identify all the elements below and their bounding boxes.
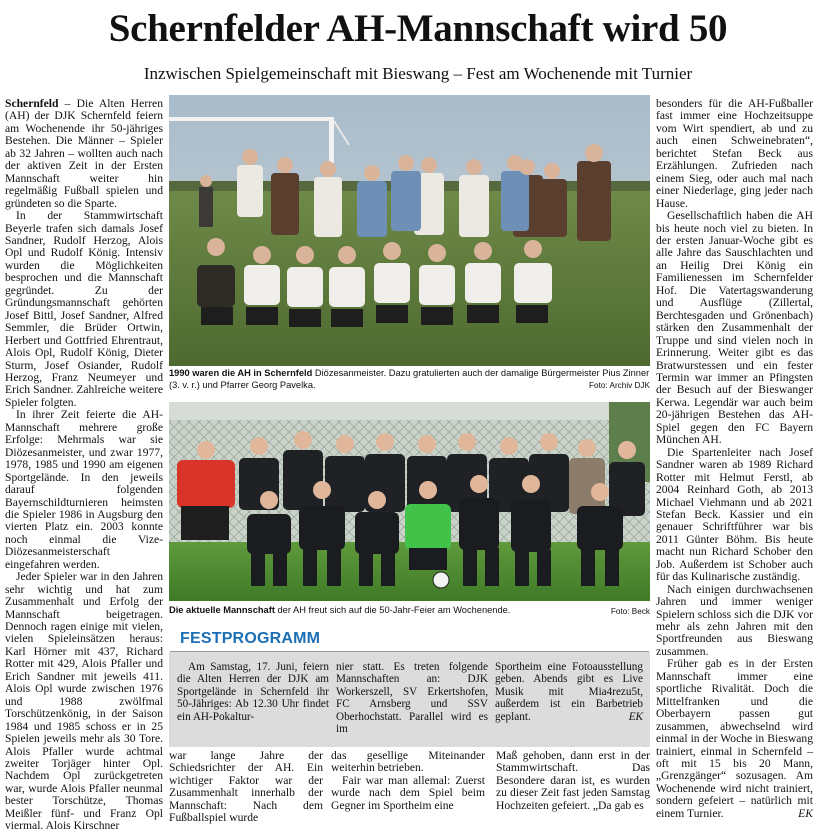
left-paragraph-4: Jeder Spieler war in den Jahren sehr wichtig und hat zum Zusammenhalt und Erfolg der Mannschaft beigetragen. Dennoch ragen einige mit vielen, vielen Spieleinsätzen heraus: Karl Hörner mit 437, Richard Rotter mit 429, Alois Pfaller und Erich Sandner mit jeweils 411. Alois Opl wurde zwischen 1976 und 1988 zwölfmal Torschützenkönig, in der Saison 1984 und 1985 schoss er in 25 Spielen jeweils mehr als 30 Tore. Alois Pfaller wurde achtmal zweiter Torjäger hinter Opl. Nachdem Opl zurückgetreten war, wurde Alois Pfaller neunmal bester Torschütze, Thomas Meißler fünf- und Franz Opl viermal. Alois Kirschner bbox=[5, 570, 163, 833]
photo-2-credit: Foto: Beck bbox=[610, 607, 650, 616]
left-column bbox=[5, 97, 163, 833]
left-paragraph-1: – Die Alten Herren (AH) der DJK Schernfeld feiern am Wochenende ihr 50-jähriges Bestehen. Die Männer – Spieler ab 32 Jahren – wollten auch nach der aktiven Zeit in der Ersten Mannschaft weiter hin regelmäßig Fußball spielen und gründeten so die Sparte. bbox=[5, 97, 163, 210]
festprogramm-text-2: nier statt. Es treten folgende Mannschaften an: DJK Workerszell, SV Erkertshofen, FC Arnsberg und SSV Oberhochstatt. Parallel wird es im bbox=[336, 661, 488, 736]
festprogramm-col-1 bbox=[177, 661, 329, 723]
photo-1990-team bbox=[169, 95, 650, 366]
continuation-text-4: Maß gehoben, dann erst in der Stammwirtschaft. Das Besondere daran ist, es wurden zu dieser Zeit fast jeden Samstag Hochzeiten gefeiert. „Da gab es bbox=[496, 749, 650, 812]
photo-1-caption-bold: 1990 waren die AH in Schernfeld bbox=[169, 368, 313, 378]
continuation-text-3: Fair war man allemal: Zuerst wurde nach dem Spiel beim Gegner im Sportheim eine bbox=[331, 773, 485, 812]
right-paragraph-2: Gesellschaftlich haben die AH bis heute noch viel zu bieten. In der ersten Januar-Woche gibt es alle Jahre das Sauschlachten und an Heilig Drei König ein Familienessen im Schernfelder Hof. Die Vatertagswanderung und Ausflüge (Zillertal, Berchtesgaden und Grönenbach) stärken den Zusammenhalt der Truppe und sind vielen noch in Erinnerung. Weiter gibt es das Bratwurstessen und ein fester Termin war immer an Pfingsten der Besuch auf der Bieswanger Kerwa. Legendär war auch beim 20-jährigen Bestehen das AH-Spiel gegen den FC Bayern München AH. bbox=[656, 209, 813, 447]
festprogramm-underline bbox=[170, 651, 649, 652]
festprogramm-signature: EK bbox=[628, 710, 643, 723]
photo-2-caption-bold: Die aktuelle Mannschaft bbox=[169, 605, 275, 615]
headline: Schernfelder AH-Mannschaft wird 50 bbox=[108, 7, 728, 50]
festprogramm-col-2 bbox=[336, 661, 488, 736]
right-column bbox=[656, 97, 813, 820]
article-signature: EK bbox=[798, 806, 813, 820]
festprogramm-text-3: Sportheim eine Fotoausstellung geben. Abends gibt es Live Musik mit Mia4rezu5t, außerdem ist ein Barbetrieb geplant. bbox=[495, 661, 643, 723]
photo-current-team bbox=[169, 402, 650, 601]
festprogramm-col-3 bbox=[495, 661, 643, 723]
left-paragraph-3: In ihrer Zeit feierte die AH-Mannschaft mehrere große Erfolge: Mehrmals war sie Diözesanmeister, und zwar 1977, 1978, 1985 und 1990 am eigenen Sportgelände. In den jeweils darauf folgenden Bayernschildturnieren heimsten die Spieler 1986 in Augsburg den vierten Platz ein. 2003 konnte noch einmal die Vize-Diözesanmeisterschaft eingefahren werden. bbox=[5, 408, 163, 571]
right-paragraph-5: Früher gab es in der Ersten Mannschaft immer eine sportliche Rivalität. Doch die Mittelfranken und die Oberbayern passen gut zusammen, abwechselnd wird einmal in der Woche in Bieswang trainiert, einmal in Schernfeld – oft mit 15 bis 20 Mann, „Grenzgänger“ sozusagen. Am Wochenende wird nicht trainiert, sondern gefeiert – natürlich mit einem Turnier. bbox=[656, 657, 813, 820]
left-paragraph-2: In der Stammwirtschaft Beyerle trafen sich damals Josef Sandner, Rudolf Herzog, Alois Opl und Rudolf König. Intensiv wurden die Möglichkeiten besprochen und die Mannschaft gegründet. Zu der Gründungsmannschaft gehörten Josef Bittl, Josef Sandner, Alfred Semmler, die Brüder Ortwin, Herbert und Gottfried Ehrentraut, Alois Opl, Rudolf König, Dieter Sturm, Josef Osiander, Rudolf Herzog, Franz Neumeyer und Erich Sandner. Zahlreiche weitere Spieler folgten. bbox=[5, 209, 163, 409]
continuation-text-1: war lange Jahre der Schiedsrichter der AH. Ein wichtiger Faktor war der Zusammenhalt innerhalb der Mannschaft: Nach dem Fußballspiel wurde bbox=[169, 749, 323, 825]
festprogramm-title: FESTPROGRAMM bbox=[180, 630, 321, 647]
festprogramm-text-1: Am Samstag, 17. Juni, feiern die Alten Herren der DJK am Sportgelände in Schernfeld ihr 50-Jähriges: Ab 12.30 Uhr findet ein AH-Pokaltur- bbox=[177, 661, 329, 723]
continuation-text-2: das gesellige Miteinander weiterhin betrieben. bbox=[331, 749, 485, 775]
bottom-col-3 bbox=[496, 750, 650, 812]
dateline: Schernfeld bbox=[5, 97, 59, 110]
photo-1-caption-text: Diözesanmeister. Dazu gratulierten auch der damalige Bürgermeister Pius Zinner (3. v. r.) und Pfarrer Georg Pavelka. bbox=[169, 368, 650, 390]
bottom-col-1 bbox=[169, 750, 323, 825]
photo-2-caption bbox=[169, 605, 569, 617]
right-paragraph-1: besonders für die AH-Fußballer fast immer eine Hochzeitsuppe vom Wirt spendiert, ab und zu auch einen Schweinebraten“, berichtet Stefan Beck aus Erzählungen. Zufrieden nach einem Sieg, oder auch mal nach einer Niederlage, ging jeder nach Hause. bbox=[656, 97, 813, 210]
right-paragraph-3: Die Spartenleiter nach Josef Sandner waren ab 1989 Richard Rotter mit Helmut Ferstl, ab 2004 Reinhard Goth, ab 2013 Michael Viehmann und ab 2021 Stefan Beck. Kassier und ein genauer Schriftführer war bis 2011 Günter Böhm. Bis heute macht nun Richard Schober den Job. Außerdem ist Schober auch für das Kulinarische zuständig. bbox=[656, 445, 813, 584]
photo-1-credit: Foto: Archiv DJK bbox=[589, 381, 650, 390]
photo-2-caption-text: der AH freut sich auf die 50-Jahr-Feier am Wochenende. bbox=[274, 605, 511, 615]
bottom-col-2 bbox=[331, 750, 485, 812]
right-paragraph-4: Nach einigen durchwachsenen Jahren und immer weniger Spielern schloss sich die DJK vor mehr als zehn Jahren mit den Sportfreunden aus Bieswang zusammen. bbox=[656, 582, 813, 658]
subheadline: Inzwischen Spielgemeinschaft mit Bieswang – Fest am Wochenende mit Turnier bbox=[143, 64, 693, 83]
